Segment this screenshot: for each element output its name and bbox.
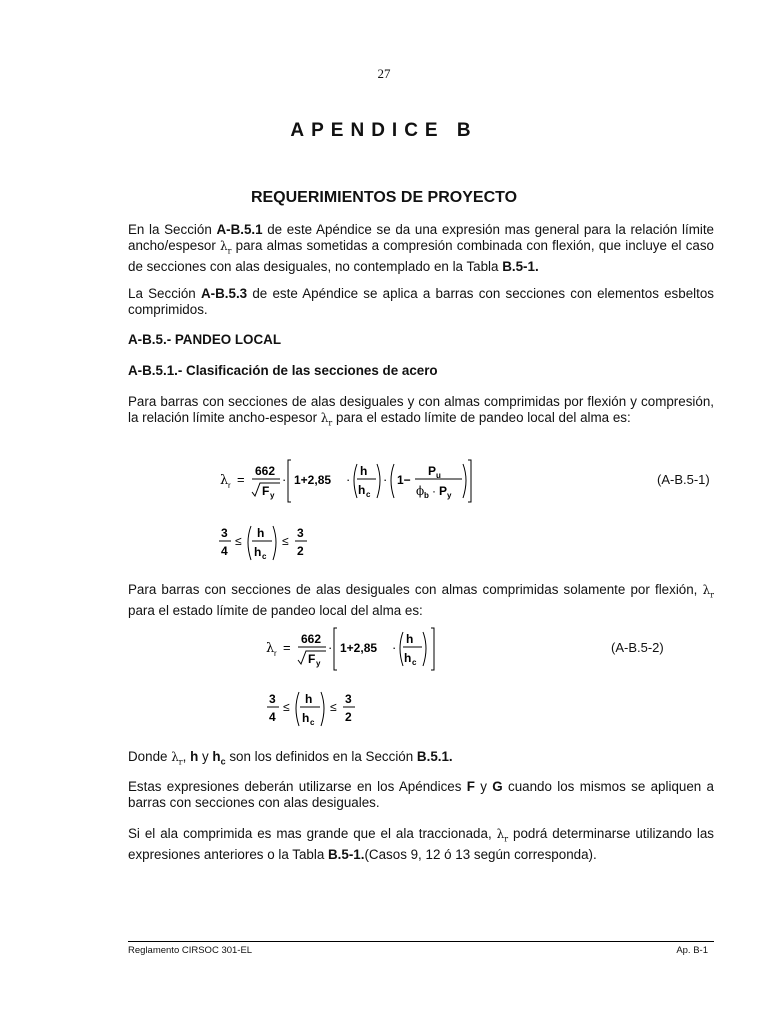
- svg-text:3: 3: [269, 692, 276, 706]
- svg-text:b: b: [424, 491, 429, 500]
- svg-text:3: 3: [345, 692, 352, 706]
- appendix-title: APENDICE B: [290, 120, 478, 141]
- svg-text:662: 662: [255, 464, 276, 478]
- svg-text:·: ·: [328, 640, 333, 655]
- svg-text:h: h: [404, 651, 412, 665]
- paragraph-section-ab53: La Sección A-B.5.3 de este Apéndice se aplica a barras con secciones con elementos esbeltos comprimidos.: [128, 286, 714, 317]
- svg-text:1+2,85: 1+2,85: [294, 473, 332, 487]
- svg-text:1+2,85: 1+2,85: [340, 641, 378, 655]
- equation-label-ab52: (A-B.5-2): [611, 640, 664, 655]
- heading-pandeo-local: A-B.5.- PANDEO LOCAL: [128, 332, 281, 347]
- paragraph-ala-comprimida: Si el ala comprimida es mas grande que el ala traccionada, $\lambda_r$ podrá determinarse utilizando las expresiones anteriores o la Tabla B.5-1.(Casos 9, 12 ó 13 según corresponda).: [128, 826, 714, 863]
- footer-left: Reglamento CIRSOC 301-EL: [128, 945, 253, 956]
- svg-text:h: h: [305, 692, 313, 706]
- svg-text:·: ·: [392, 640, 397, 655]
- svg-text:4: 4: [221, 544, 228, 558]
- svg-text:u: u: [436, 471, 441, 480]
- lambda-r-symbol: $\lambda_r$: [220, 239, 232, 256]
- svg-text:h: h: [302, 711, 310, 725]
- svg-text:≤: ≤: [330, 700, 337, 714]
- svg-text:·: ·: [383, 472, 388, 487]
- paragraph-intro: En la Sección A-B.5.1 de este Apéndice se da una expresión mas general para la relación límite ancho/espesor $\lambda_r$ para almas sometidas a compresión combinada con flexión, que incluye el caso de secciones con alas desiguales, no contemplado en la Tabla B.5-1.: [128, 222, 715, 275]
- svg-text:y: y: [316, 659, 321, 668]
- equation-ab51: [210, 452, 490, 512]
- svg-text:c: c: [262, 552, 267, 561]
- svg-text:4: 4: [269, 710, 276, 724]
- svg-text:F: F: [308, 652, 316, 666]
- svg-text:λ: λ: [220, 473, 229, 488]
- svg-text:662: 662: [301, 632, 322, 646]
- svg-text:λ: λ: [266, 641, 275, 656]
- equation-label-ab51: (A-B.5-1): [657, 472, 710, 487]
- paragraph-flexion-compresion: Para barras con secciones de alas desiguales y con almas comprimidas por flexión y compresión, la relación límite ancho-espesor $\lambda_r$ para el estado límite de pandeo local del alma es:: [128, 394, 714, 428]
- equation-range-2: [262, 686, 372, 732]
- svg-text:P: P: [439, 484, 448, 498]
- svg-text:1−: 1−: [397, 473, 411, 487]
- paragraph-donde: Donde $\lambda_r$, h y $h_c$ son los definidos en la Sección B.5.1.: [128, 749, 453, 767]
- svg-text:c: c: [366, 490, 371, 499]
- svg-text:F: F: [262, 484, 270, 498]
- footer-right: Ap. B-1: [676, 945, 708, 956]
- svg-text:·: ·: [432, 484, 436, 498]
- section-title: REQUERIMIENTOS DE PROYECTO: [250, 189, 518, 206]
- equation-range-1: [214, 520, 324, 566]
- svg-text:≤: ≤: [282, 534, 289, 548]
- paragraph-apendices: Estas expresiones deberán utilizarse en los Apéndices F y G cuando los mismos se apliquen a barras con secciones con alas desiguales.: [128, 779, 715, 810]
- svg-text:r: r: [228, 481, 231, 490]
- svg-text:h: h: [254, 545, 262, 559]
- svg-text:·: ·: [346, 472, 351, 487]
- page-number: 27: [377, 66, 391, 81]
- svg-text:3: 3: [297, 526, 304, 540]
- svg-text:c: c: [412, 658, 417, 667]
- svg-text:h: h: [406, 632, 414, 646]
- paragraph-solo-flexion: Para barras con secciones de alas desiguales con almas comprimidas solamente por flexión, $\lambda_r$ para el estado límite de pandeo local del alma es:: [128, 582, 714, 619]
- svg-text:r: r: [274, 649, 277, 658]
- svg-text:h: h: [257, 526, 265, 540]
- svg-text:·: ·: [282, 472, 287, 487]
- svg-text:3: 3: [221, 526, 228, 540]
- svg-text:c: c: [310, 718, 315, 727]
- heading-clasificacion: A-B.5.1.- Clasificación de las secciones de acero: [128, 363, 438, 378]
- footer-divider: [128, 941, 714, 942]
- svg-text:=: =: [283, 640, 291, 655]
- svg-text:y: y: [447, 491, 452, 500]
- svg-text:=: =: [237, 472, 245, 487]
- svg-text:h: h: [360, 464, 368, 478]
- svg-text:≤: ≤: [283, 700, 290, 714]
- svg-text:≤: ≤: [235, 534, 242, 548]
- svg-text:P: P: [428, 464, 437, 478]
- svg-text:h: h: [358, 483, 366, 497]
- svg-text:y: y: [270, 491, 275, 500]
- svg-text:2: 2: [297, 544, 304, 558]
- svg-text:2: 2: [345, 710, 352, 724]
- svg-text:ϕ: ϕ: [416, 484, 425, 498]
- equation-ab52: [258, 620, 448, 680]
